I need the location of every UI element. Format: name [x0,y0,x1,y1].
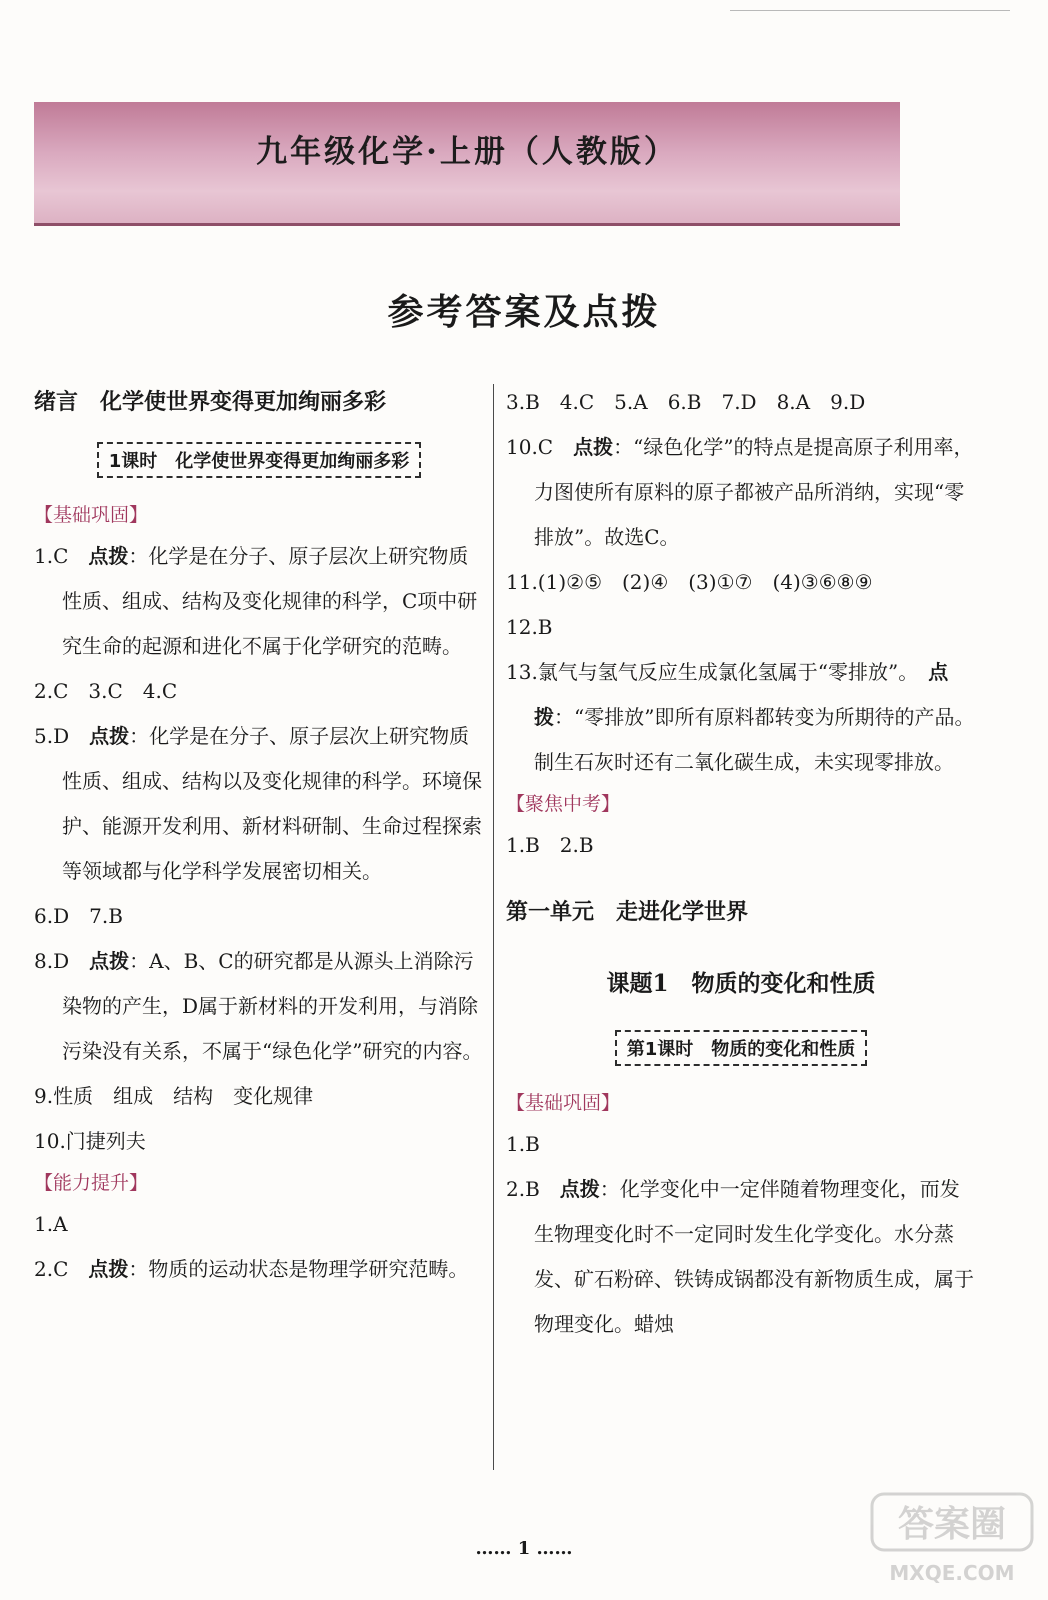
answer-item: 12.B [506,615,553,639]
answer-item: 1.C 点拨：化学是在分子、原子层次上研究物质性质、组成、结构及变化规律的科学，C项中研究生命的起源和进化不属于化学研究的范畴。 [34,544,478,658]
banner-title: 九年级化学·上册（人教版） [256,134,678,170]
lesson-box: 1课时 化学使世界变得更加绚丽多彩 [97,442,422,478]
exam-items-list [506,823,976,868]
answer-item: 13.氯气与氢气反应生成氯化氢属于“零排放”。 点拨：“零排放”即所有原料都转变为所期待的产品。制生石灰时还有二氧化碳生成，未实现零排放。 [506,660,975,774]
answer-item: 10.门捷列夫 [34,1129,146,1153]
banner [34,102,900,226]
lesson-box-wrap [34,442,484,478]
lesson-box: 第1课时 物质的变化和性质 [615,1030,868,1066]
right-column [506,380,976,1347]
answer-item: 2.B 点拨：化学变化中一定伴随着物理变化，而发生物理变化时不一定同时发生化学变化。水分蒸发、矿石粉碎、铁铸成锅都没有新物质生成，属于物理变化。蜡烛 [506,1177,974,1336]
section-tag-basic: 【基础巩固】 [506,1092,621,1114]
answer-item: 9.性质 组成 结构 变化规律 [34,1084,314,1108]
answer-item: 2.C 点拨：物质的运动状态是物理学研究范畴。 [34,1257,469,1281]
basic-items-list [34,534,484,1164]
watermark-text: 答案圈 [897,1504,1007,1545]
section-tag-basic: 【基础巩固】 [34,504,149,526]
watermark-logo [870,1488,1038,1588]
lesson-box-wrap [506,1030,976,1066]
answer-item: 3.B 4.C 5.A 6.B 7.D 8.A 9.D [506,390,866,414]
top-rule [730,10,1010,11]
left-column [34,380,484,1292]
answer-item: 1.B 2.B [506,833,594,857]
answer-item: 5.D 点拨：化学是在分子、原子层次上研究物质性质、组成、结构以及变化规律的科学。环境保护、能源开发利用、新材料研制、生命过程探索等领域都与化学科学发展密切相关。 [34,724,482,883]
answer-item: 8.D 点拨：A、B、C的研究都是从源头上消除污染物的产生，D属于新材料的开发利用，与消除污染没有关系，不属于“绿色化学”研究的内容。 [34,949,483,1063]
section-tag-ability: 【能力提升】 [34,1172,149,1194]
answer-item: 11.(1)②⑤ (2)④ (3)①⑦ (4)③⑥⑧⑨ [506,570,873,594]
answer-item: 1.B [506,1132,540,1156]
column-divider [493,384,494,1470]
watermark-url: MXQE.COM [889,1561,1015,1585]
ability-items-list-continued [506,380,976,785]
unit-heading: 第一单元 走进化学世界 [506,900,749,925]
answer-item: 6.D 7.B [34,904,123,928]
page-title: 参考答案及点拨 [387,291,661,333]
basic-items-list [506,1122,976,1347]
page-number: …… 1 …… [475,1538,573,1559]
answer-item: 1.A [34,1212,68,1236]
section-tag-exam: 【聚焦中考】 [506,793,621,815]
ability-items-list [34,1202,484,1292]
answer-item: 2.C 3.C 4.C [34,679,178,703]
answer-item: 10.C 点拨：“绿色化学”的特点是提高原子利用率，力图使所有原料的原子都被产品所消纳，实现“零排放”。故选C。 [506,435,974,549]
lesson-heading: 课题1 物质的变化和性质 [606,970,876,997]
unit-heading: 绪言 化学使世界变得更加绚丽多彩 [34,390,387,415]
